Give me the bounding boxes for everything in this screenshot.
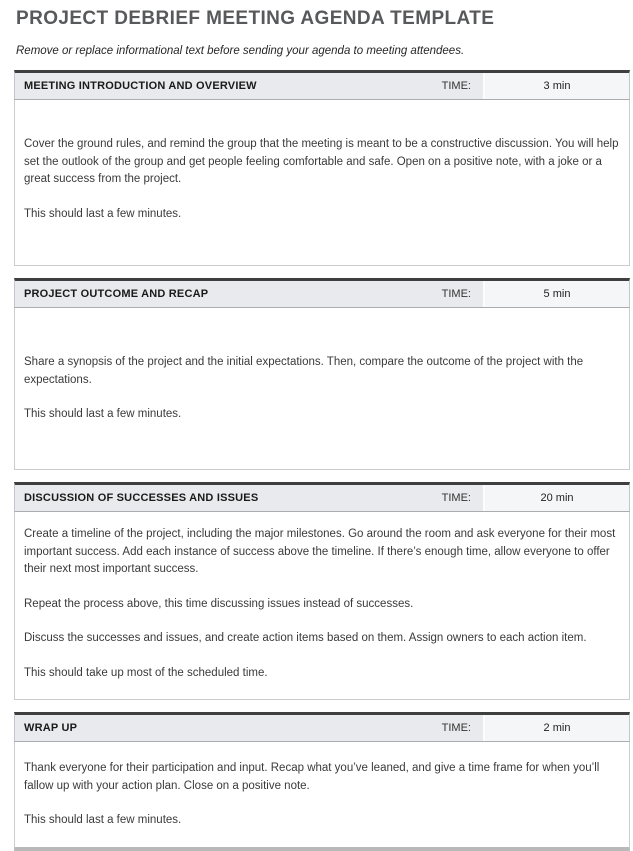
section-header bbox=[14, 70, 630, 100]
section-body bbox=[14, 512, 630, 700]
section-paragraph: This should take up most of the scheduled time. bbox=[24, 666, 268, 679]
time-label: TIME: bbox=[441, 80, 471, 92]
section-header bbox=[14, 712, 630, 742]
section-paragraph: Share a synopsis of the project and the initial expectations. Then, compare the outcome of the project with the expectations. bbox=[24, 356, 584, 386]
section-paragraph: Cover the ground rules, and remind the group that the meeting is meant to be a constructive discussion. You will help set the outlook of the group and get people feeling comfortable and safe. Open on a positive note, with a joke or a great success from the project. bbox=[24, 138, 619, 185]
time-value: 5 min bbox=[483, 281, 629, 307]
section-body bbox=[14, 742, 630, 851]
agenda-section bbox=[14, 70, 630, 266]
section-header bbox=[14, 482, 630, 512]
page-subtitle: Remove or replace informational text before sending your agenda to meeting attendees. bbox=[16, 45, 465, 57]
time-label: TIME: bbox=[441, 288, 471, 300]
agenda-section bbox=[14, 482, 630, 700]
section-paragraph: Thank everyone for their participation and input. Recap what you’ve leaned, and give a time frame for when you’ll fallow up with your action plan. Close on a positive note. bbox=[24, 762, 600, 792]
section-body bbox=[14, 308, 630, 470]
section-title: PROJECT OUTCOME AND RECAP bbox=[24, 288, 209, 300]
section-paragraph: Create a timeline of the project, including the major milestones. Go around the room and ask everyone for their most important success. Add each instance of success above the timeline. If there’s enough time, allow everyone to offer their next most important success. bbox=[24, 528, 616, 575]
section-paragraph: Repeat the process above, this time discussing issues instead of successes. bbox=[24, 597, 414, 610]
section-title: MEETING INTRODUCTION AND OVERVIEW bbox=[24, 80, 257, 92]
section-paragraph: This should last a few minutes. bbox=[24, 814, 182, 826]
agenda-sections-container bbox=[14, 70, 630, 851]
agenda-section bbox=[14, 278, 630, 470]
section-title: WRAP UP bbox=[24, 722, 78, 734]
section-paragraph: Discuss the successes and issues, and create action items based on them. Assign owners to each action item. bbox=[24, 632, 587, 644]
time-label: TIME: bbox=[441, 492, 471, 504]
page-title: PROJECT DEBRIEF MEETING AGENDA TEMPLATE bbox=[16, 8, 495, 29]
agenda-section bbox=[14, 712, 630, 851]
section-body bbox=[14, 100, 630, 266]
time-value: 20 min bbox=[483, 485, 629, 511]
time-value: 3 min bbox=[483, 73, 629, 99]
section-header bbox=[14, 278, 630, 308]
time-value: 2 min bbox=[483, 715, 629, 741]
section-paragraph: This should last a few minutes. bbox=[24, 207, 182, 220]
section-title: DISCUSSION OF SUCCESSES AND ISSUES bbox=[24, 492, 259, 504]
time-label: TIME: bbox=[441, 722, 471, 734]
section-paragraph: This should last a few minutes. bbox=[24, 408, 182, 420]
